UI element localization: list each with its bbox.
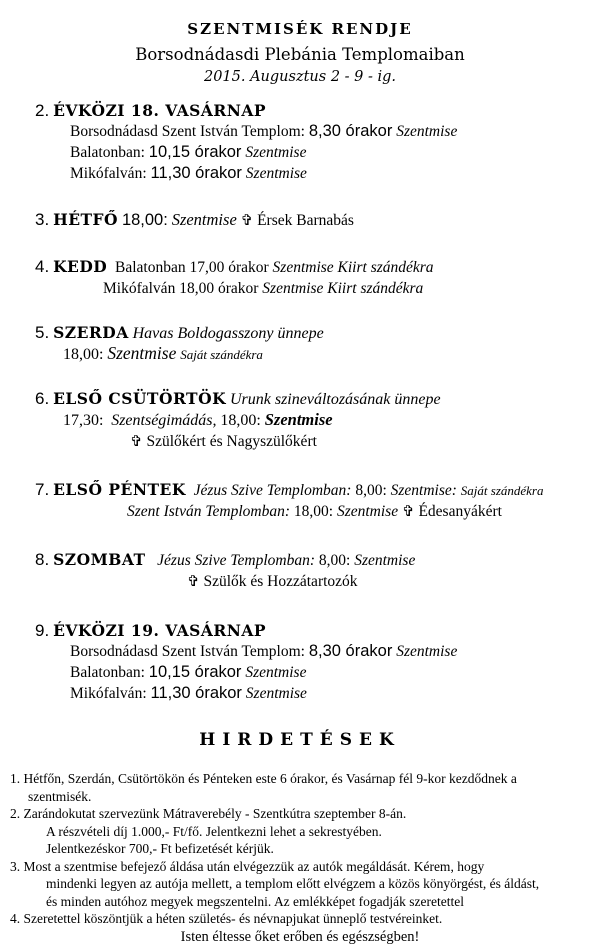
mass-label: Szentmise <box>396 643 457 660</box>
section-heading <box>35 621 582 641</box>
page-title: SZENTMISÉK RENDJE <box>0 20 600 38</box>
announcement-item <box>10 910 590 928</box>
time: 11,30 órakor <box>151 164 242 182</box>
announcement-line <box>10 805 590 823</box>
mass-label: Szentmise <box>265 410 333 429</box>
mass-label: Szentmise <box>246 165 307 182</box>
location: Balatonban: <box>70 144 145 161</box>
day-title: ÉVKÖZI 18. VASÁRNAP <box>53 101 266 120</box>
intention: Szülők és Hozzátartozók <box>203 573 357 590</box>
time: 8,30 órakor <box>309 122 392 140</box>
page-subtitle: Borsodnádasdi Plebánia Templomaiban <box>0 45 600 64</box>
day-title: ELSŐ PÉNTEK <box>53 480 186 499</box>
mass-row <box>35 479 582 501</box>
time: 10,15 órakor <box>149 663 242 681</box>
announcement-number: 3. <box>10 859 20 874</box>
mass-row <box>35 256 582 278</box>
announcement-number: 4. <box>10 911 20 926</box>
day-title: SZERDA <box>53 323 129 342</box>
intention: Szülőkért és Nagyszülőkért <box>146 433 316 450</box>
section-sunday-18 <box>35 101 582 184</box>
section-first-friday <box>35 479 582 523</box>
announcement-line <box>10 770 590 788</box>
time: 8,00: <box>355 482 386 499</box>
latin-cross-icon: ✞ <box>130 434 143 450</box>
mass-row <box>70 641 582 662</box>
mass-label: Szentmise Kiirt szándékra <box>262 280 423 297</box>
feast-name: Havas Boldogasszony ünnepe <box>133 325 324 342</box>
location-time: Mikófalván 18,00 órakor <box>103 280 258 297</box>
mass-row <box>63 409 582 431</box>
section-heading <box>35 389 582 409</box>
mass-label: Szentmise <box>245 664 306 681</box>
mass-row <box>103 278 582 299</box>
day-title: ELSŐ CSÜTÖRTÖK <box>53 389 226 408</box>
day-number: 5. <box>35 323 49 342</box>
announcement-item <box>10 770 590 805</box>
mass-label: Szentmise <box>172 210 237 229</box>
time: 18,00: <box>294 503 333 520</box>
section-tuesday <box>35 256 582 299</box>
announcement-line: szentmisék. <box>28 788 590 806</box>
mass-label: Szentmise: <box>391 482 457 499</box>
mass-label: Szentmise Kiirt szándékra <box>273 259 434 276</box>
section-heading <box>35 323 582 343</box>
day-title: KEDD <box>53 257 107 276</box>
announcement-line <box>10 910 590 928</box>
mass-label: Szentmise <box>246 685 307 702</box>
section-sunday-19 <box>35 621 582 704</box>
location: Jézus Szive Templomban: <box>157 552 315 569</box>
mass-label: Szentmise <box>107 343 176 363</box>
announcement-line: mindenki legyen az autója mellett, a templom előtt elvégzem a közös könyörgést, és áldást, <box>46 875 590 893</box>
announcement-line: és minden autóhoz megyek megszentelni. Az emlékképet fogadják szeretettel <box>46 893 590 911</box>
latin-cross-icon: ✞ <box>187 574 200 590</box>
location: Mikófalván: <box>70 685 147 702</box>
mass-row <box>127 501 582 523</box>
section-monday <box>35 210 582 230</box>
intention: Saját szándékra <box>180 347 263 362</box>
mass-row <box>35 549 582 571</box>
time: 8,00: <box>319 552 350 569</box>
day-title: SZOMBAT <box>53 550 145 569</box>
day-number: 4. <box>35 257 49 276</box>
day-number: 2. <box>35 101 49 120</box>
announcement-text: Most a szentmise befejező áldása után elvégezzük az autók megáldását. Kérem, hogy <box>24 859 485 874</box>
time: 10,15 órakor <box>149 143 242 161</box>
time: 18,00: <box>220 412 260 429</box>
time: 8,30 órakor <box>309 642 392 660</box>
mass-row <box>70 163 582 184</box>
day-title: ÉVKÖZI 19. VASÁRNAP <box>53 621 266 640</box>
mass-label: Szentmise <box>245 144 306 161</box>
time: 18,00: <box>63 346 103 363</box>
announcements-title: HIRDETÉSEK <box>0 730 600 750</box>
feast-name: Urunk szineváltozásának ünnepe <box>230 391 441 408</box>
day-number: 3. <box>35 210 49 229</box>
day-number: 7. <box>35 480 49 499</box>
mass-row <box>70 662 582 683</box>
day-title: HÉTFŐ <box>53 210 118 229</box>
time: 11,30 órakor <box>151 684 242 702</box>
announcement-number: 2. <box>10 806 20 821</box>
mass-row <box>70 142 582 163</box>
mass-schedule <box>35 101 582 704</box>
intention: Édesanyákért <box>418 503 502 520</box>
announcement-item <box>10 858 590 911</box>
announcement-line: A részvételi díj 1.000,- Ft/fő. Jelentkezni lehet a sekrestyében. <box>46 823 590 841</box>
section-wednesday <box>35 323 582 365</box>
time: 17,30: <box>63 412 103 429</box>
announcement-text: Szeretettel köszöntjük a héten születés- és névnapjukat ünneplő testvéreinket. <box>24 911 443 926</box>
section-first-thursday <box>35 389 582 453</box>
location-time: Balatonban 17,00 órakor <box>115 259 269 276</box>
intention: Érsek Barnabás <box>257 212 354 229</box>
day-number: 8. <box>35 550 49 569</box>
announcement-line: Jelentkezéskor 700,- Ft befizetését kérjük. <box>46 840 590 858</box>
mass-row <box>70 683 582 704</box>
location: Balatonban: <box>70 664 145 681</box>
announcement-item <box>10 805 590 858</box>
announcements-list <box>10 770 590 946</box>
location: Borsodnádasd Szent István Templom: <box>70 643 305 660</box>
section-saturday <box>35 549 582 593</box>
mass-row <box>70 121 582 142</box>
closing-blessing: Isten éltesse őket erőben és egészségben! <box>10 929 590 946</box>
intention-row <box>130 431 582 453</box>
location: Jézus Szive Templomban: <box>194 482 352 499</box>
mass-row <box>63 343 582 365</box>
mass-label: Szentmise <box>337 503 398 520</box>
location: Mikófalván: <box>70 165 147 182</box>
announcement-text: Hétfőn, Szerdán, Csütörtökön és Pénteken este 6 órakor, és Vasárnap fél 9-kor kezdődnek a <box>24 771 517 786</box>
day-number: 9. <box>35 621 49 640</box>
intention: Saját szándékra <box>461 483 544 498</box>
announcement-text: Zarándokutat szervezünk Mátraverebély - Szentkútra szeptember 8-án. <box>24 806 407 821</box>
date-range: 2015. Augusztus 2 - 9 - ig. <box>0 69 600 85</box>
announcement-number: 1. <box>10 771 20 786</box>
location: Borsodnádasd Szent István Templom: <box>70 123 305 140</box>
section-heading <box>35 101 582 121</box>
mass-label: Szentmise <box>396 123 457 140</box>
location: Szent István Templomban: <box>127 503 290 520</box>
intention-row <box>187 571 582 593</box>
event-label: Szentségimádás, <box>111 412 216 429</box>
day-number: 6. <box>35 389 49 408</box>
time: 18,00: <box>122 211 168 229</box>
latin-cross-icon: ✞ <box>241 213 254 229</box>
mass-label: Szentmise <box>354 552 415 569</box>
announcement-line <box>10 858 590 876</box>
latin-cross-icon: ✞ <box>402 504 415 520</box>
